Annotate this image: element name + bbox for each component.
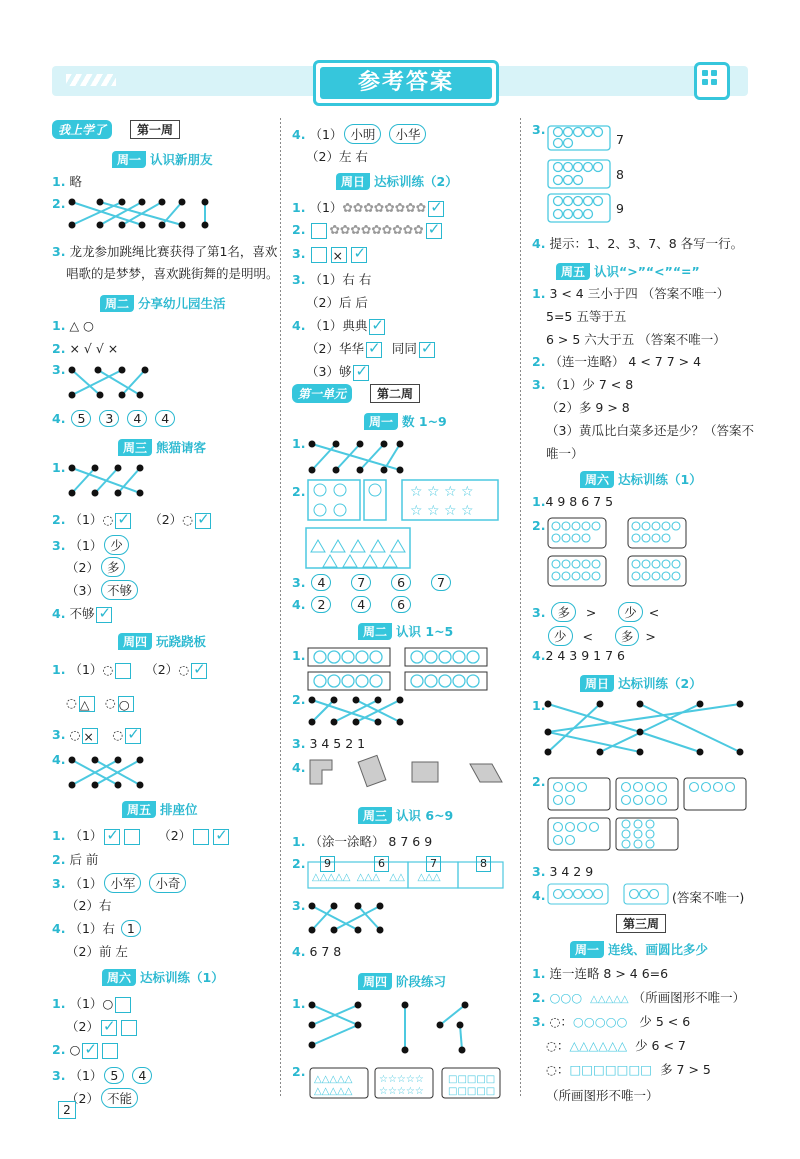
answer-line: 4. 6 7 8 [292, 944, 342, 959]
answer-line: 3. 4 7 6 7 [292, 574, 453, 591]
section-title: 周五 认识“>”“<”“=” [556, 262, 700, 280]
answer-line: 3. [292, 898, 306, 913]
answer-line: 3. （1） 少 [52, 535, 131, 555]
answer-line: 3. （1） 5 4 [52, 1066, 154, 1084]
section-title: 周三 熊猫请客 [118, 438, 206, 456]
answer-line: 4. 提示：1、2、3、7、8 各写一行。 [532, 236, 744, 251]
answer-line: 2. ○○○ △△△△△ （所画图形不唯一） [532, 990, 746, 1005]
answer-line: 2. ○✓ [52, 1042, 120, 1059]
answer-line: （2）左 右 [306, 149, 368, 164]
svg-text:□□□□□: □□□□□ [448, 1074, 496, 1085]
fruit-icon: ◌ [69, 727, 81, 742]
answer-line: （2）✓ [66, 1017, 139, 1036]
section-title: 周六 达标训练（1） [102, 968, 224, 986]
svg-text:☆☆☆☆☆: ☆☆☆☆☆ [379, 1074, 424, 1085]
svg-text:☆ ☆ ☆ ☆: ☆ ☆ ☆ ☆ [410, 484, 474, 500]
answer-line: 1. [532, 698, 546, 713]
answer-line: 4. 不够✓ [52, 604, 114, 623]
answer-line: （2）前 左 [66, 944, 128, 959]
answer-line: 4. [532, 888, 546, 903]
answer-line: 2. × √ √ × [52, 341, 119, 356]
section-title: 周四 玩跷跷板 [118, 632, 206, 650]
section-title: 周一 认识新朋友 [112, 150, 213, 168]
answer-line: （2）多 9 > 8 [546, 400, 630, 415]
circle-box: ○ [118, 696, 134, 712]
svg-text:☆ ☆ ☆ ☆: ☆ ☆ ☆ ☆ [410, 503, 474, 519]
answer-line: 4. [292, 760, 306, 775]
answer-line: 8 [616, 167, 624, 182]
answer-line: 1. [292, 996, 306, 1011]
animal-icon: ◌ [546, 1062, 557, 1077]
animal-icon: ◌ [549, 1014, 561, 1029]
answer-line: 1. 3 < 4 三小于四 （答案不唯一） [532, 286, 730, 301]
answer-line: 3. [532, 122, 546, 137]
answer-line: 唱歌的是梦梦，喜欢跳街舞的是明明。 [66, 266, 279, 281]
answer-line: 少 < 多 > [546, 626, 656, 646]
answer-line: 2. 后 前 [52, 852, 99, 867]
count-box-label: 8 [474, 856, 493, 872]
answer-line: 2. [532, 774, 546, 789]
answer-line: 1. （1）◌ （2）◌✓ [52, 660, 209, 679]
triangle-box: △ [79, 696, 95, 712]
answer-line: 4. （1）右 1 [52, 919, 143, 937]
answer-line: 3. 多 > 少 < [532, 602, 659, 622]
answer-line: 1. [292, 648, 306, 663]
section-title: 周二 分享幼儿园生活 [100, 294, 226, 312]
answer-line: 3. （1）少 7 < 8 [532, 377, 634, 392]
section-title: 周日 达标训练（2） [336, 172, 458, 190]
answer-line: 3. （1） 小军 小奇 [52, 873, 188, 893]
watermelon-icon: ◌ [112, 727, 124, 742]
unit-badge: 第一单元 [292, 384, 352, 403]
answer-line: 3. ×✓ [292, 246, 369, 263]
section-title: 周二 认识 1~5 [358, 622, 453, 640]
animal-icon: ◌ [104, 695, 116, 710]
answer-line: （所画图形不唯一） [546, 1088, 659, 1103]
page-number: 2 [58, 1101, 76, 1119]
answer-line: 3. （1）右 右 [292, 272, 372, 287]
section-title: 周日 达标训练（2） [580, 674, 702, 692]
animal-icon: ◌ [66, 695, 77, 710]
animal-icon: ◌ [178, 662, 190, 677]
answer-line: 3. ◌：○○○○○ 少 5 < 6 [532, 1014, 691, 1029]
count-box-label: 7 [424, 856, 443, 872]
peach-icon: ◌ [102, 512, 114, 527]
answer-line: （3）够✓ [306, 362, 371, 381]
answer-line: 1. [292, 436, 306, 451]
section-title: 周三 认识 6~9 [358, 806, 453, 824]
answer-line: 4. 5 3 4 4 [52, 410, 177, 427]
answer-line: 2. [292, 692, 306, 707]
section-title: 周一 连线、画圆比多少 [570, 940, 708, 958]
answer-line: 3. 龙龙参加跳绳比赛获得了第1名，喜欢 [52, 244, 278, 259]
answer-line: 2. （连一连略） 4 < 7 7 > 4 [532, 354, 702, 369]
answer-line: 7 [616, 132, 624, 147]
answer-line: 1. （1）✓ （2）✓ [52, 826, 231, 845]
answer-line: 1. △ ○ [52, 318, 94, 333]
answer-line: （3） 不够 [66, 580, 140, 600]
answer-line: 唯一） [546, 446, 584, 461]
answer-line: 4. [52, 752, 66, 767]
answer-line: 6 > 5 六大于五 （答案不唯一） [546, 332, 726, 347]
cross-box: × [82, 728, 98, 744]
answer-line: （2）右 [66, 898, 112, 913]
answer-line: 3. 3 4 5 2 1 [292, 736, 366, 751]
answer-line: 9 [616, 201, 624, 216]
week-label: 第一周 [130, 120, 180, 139]
answer-line: （3）黄瓜比白菜多还是少？（答案不 [546, 423, 754, 438]
answer-line: 2. [52, 196, 66, 211]
answer-line: 2. [292, 856, 306, 871]
answer-line: 2. ✿✿✿✿✿✿✿✿✿✓ [292, 222, 444, 239]
answer-line: 3. [52, 362, 66, 377]
fruit-icon: ◌ [182, 512, 194, 527]
triangle-rows: △△△△△ △△△ △△ △△△ [312, 872, 441, 883]
answer-line: 2. （1）◌✓ （2）◌✓ [52, 510, 213, 529]
answer-line: ◌：△△△△△△ 少 6 < 7 [546, 1038, 686, 1053]
answer-line: 3. 3 4 2 9 [532, 864, 594, 879]
week-label: 第二周 [370, 384, 420, 403]
answer-line: 4. （1） 小明 小华 [292, 124, 428, 144]
svg-text:☆☆☆☆☆: ☆☆☆☆☆ [379, 1086, 424, 1097]
section-title: 周一 数 1~9 [364, 412, 447, 430]
answer-line: 4. （1）典典✓ [292, 316, 387, 335]
answer-line: 1.4 9 8 6 7 5 [532, 494, 614, 509]
section-title: 周四 阶段练习 [358, 972, 446, 990]
answer-line: （2） 不能 [66, 1088, 140, 1108]
page-title: 参考答案 [320, 67, 492, 99]
animal-icon: ◌ [102, 662, 114, 677]
answer-line: 1. 略 [52, 174, 82, 189]
answer-line: （2）后 后 [306, 295, 368, 310]
week-label: 第三周 [616, 914, 666, 933]
answer-line: 1. （涂一涂略） 8 7 6 9 [292, 834, 433, 849]
answer-line: 1. （1）○ [52, 994, 133, 1013]
section-title: 周五 排座位 [122, 800, 198, 818]
answer-line: (答案不唯一) [672, 890, 745, 905]
answer-line: 4. 2 4 6 [292, 596, 413, 613]
animal-icon: ◌ [546, 1038, 557, 1053]
svg-text:□□□□□: □□□□□ [448, 1086, 496, 1097]
unit-badge: 我上学了 [52, 120, 112, 139]
svg-text:△△△△△: △△△△△ [314, 1074, 353, 1085]
count-box-label: 6 [372, 856, 391, 872]
svg-text:△△△△△: △△△△△ [314, 1086, 353, 1097]
answer-line: 5=5 五等于五 [546, 309, 627, 324]
answer-line: 2. [292, 1064, 306, 1079]
answer-line: ◌：□□□□□□□ 多 7 > 5 [546, 1062, 711, 1077]
answer-line: 1. （1）✿✿✿✿✿✿✿✿✓ [292, 198, 446, 217]
answer-line: 3. ◌ × ◌✓ [52, 727, 143, 744]
section-title: 周六 达标训练（1） [580, 470, 702, 488]
answer-line: 4.2 4 3 9 1 7 6 [532, 648, 625, 663]
count-box-label: 9 [318, 856, 337, 872]
answer-line: 1. 连一连略 8 > 4 6=6 [532, 966, 669, 981]
answer-line: 1. [52, 460, 66, 475]
answer-line: 2. [292, 484, 306, 499]
answer-line: （2）华华✓ 同同✓ [306, 339, 437, 358]
answer-line: （2） 多 [66, 557, 127, 577]
answer-line: 2. [532, 518, 546, 533]
